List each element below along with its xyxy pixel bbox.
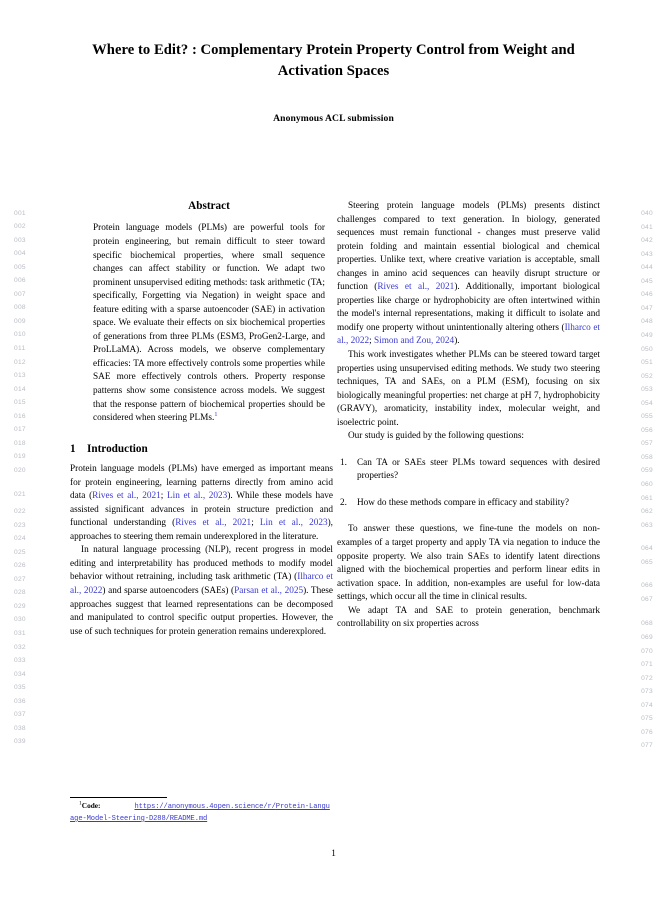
right-paragraph-3: To answer these questions, we fine-tune the models on non-examples of a target property and apply TA via negation to induce the opposite property. We also train SAEs to identify latent directions aligned with the biochemical properties and perform linear edits in activation space. In addition, non-examples are useful for low-data settings, which occur all the time in clinical results. (337, 524, 600, 603)
list-item-marker: 1. (340, 457, 347, 468)
line-number: 051 (641, 359, 653, 367)
line-number: 016 (14, 412, 26, 420)
footnote-block (70, 797, 333, 825)
line-number: 055 (641, 413, 653, 421)
line-number: 023 (14, 521, 26, 529)
line-number: 039 (14, 738, 26, 746)
line-number: 043 (641, 250, 653, 258)
citation-link[interactable]: Rives et al., 2021 (92, 491, 161, 502)
questions-lead-in: Our study is guided by the following questions: (348, 431, 524, 442)
line-number: 032 (14, 643, 26, 651)
line-number: 075 (641, 715, 653, 723)
line-number: 069 (641, 633, 653, 641)
line-number: 065 (641, 558, 653, 566)
line-number: 072 (641, 674, 653, 682)
line-number: 004 (14, 250, 26, 258)
line-number: 053 (641, 386, 653, 394)
line-number: 076 (641, 728, 653, 736)
line-number: 037 (14, 711, 26, 719)
abstract-section (70, 200, 333, 426)
research-questions-list (337, 457, 600, 511)
line-number: 056 (641, 426, 653, 434)
line-number: 015 (14, 399, 26, 407)
line-number: 011 (14, 344, 26, 352)
code-url-line-2: Protein-Language-Model-Steering-D288/README.md (70, 803, 330, 823)
line-number: 042 (641, 237, 653, 245)
line-number: 013 (14, 372, 26, 380)
citation-link[interactable]: Ilharco et al., 2022 (70, 572, 333, 596)
authors-line: Anonymous ACL submission (273, 113, 394, 124)
line-number: 074 (641, 701, 653, 709)
line-number: 017 (14, 426, 26, 434)
line-number: 060 (641, 481, 653, 488)
line-number: 070 (641, 647, 653, 655)
page-number: 1 (331, 848, 336, 858)
line-number: 044 (641, 264, 653, 272)
right-paragraph-1: Steering protein language models (PLMs) presents distinct challenges compared to text generation. In biology, generated sequences must remain functional - changes must preserve valid protein folding and maintain essential biological and chemical properties. Unlike text, where creative variation is acceptable, small changes in amino acid sequences can heavily disrupt structure or function (Rives et al., 2021). Additionally, important biological properties like charge or hydrophobicity are often intertwined within the model's internal representations, making it difficult to isolate and modify one property without unintentionally altering others (Ilharco et al., 2022; Simon and Zou, 2024). (337, 201, 601, 347)
intro-paragraph-2: In natural language processing (NLP), recent progress in model editing and interpretability has produced methods to modify model behavior without retraining, including task arithmetic (TA) (Ilharco et al., 2022) and sparse autoencoders (SAEs) (Parsan et al., 2025). These approaches suggest that learned representations can be decomposed and manipulated to control specific output properties. However, the use of such techniques for protein generation remains underexplored. (70, 545, 334, 637)
line-number: 034 (14, 670, 26, 678)
line-number: 049 (641, 331, 653, 339)
line-number: 005 (14, 263, 26, 271)
abstract-body (93, 222, 325, 425)
introduction-heading (70, 443, 333, 456)
line-number: 038 (14, 724, 26, 732)
citation-link[interactable]: Simon and Zou, 2024 (374, 336, 455, 347)
citation-link[interactable]: Ilharco et al., 2022 (337, 322, 600, 347)
list-item-text: Can TA or SAEs steer PLMs toward sequences with desired properties? (357, 457, 600, 482)
introduction-number: 1 (70, 442, 76, 455)
line-number: 028 (14, 589, 26, 597)
list-item (340, 457, 600, 484)
citation-link[interactable]: Rives et al., 2021 (175, 518, 252, 529)
line-number: 066 (641, 582, 653, 590)
line-number: 018 (14, 439, 26, 447)
line-numbers-left (14, 0, 54, 899)
introduction-heading-label: Introduction (87, 442, 148, 455)
line-number: 020 (14, 466, 26, 474)
line-number: 047 (641, 304, 653, 312)
line-number: 054 (641, 399, 653, 407)
line-number: 030 (14, 616, 26, 624)
line-number: 033 (14, 657, 26, 665)
page-title: Where to Edit? : Complementary Protein Property Control from Weight and Activation Spaces (92, 42, 575, 79)
list-item (340, 497, 600, 511)
line-number: 019 (14, 453, 26, 461)
citation-link[interactable]: Parsan et al., 2025 (234, 586, 304, 596)
line-number: 006 (14, 277, 26, 285)
line-number: 010 (14, 331, 26, 339)
line-number: 021 (14, 491, 26, 499)
line-number: 001 (14, 210, 26, 217)
footnote-rule (70, 797, 167, 798)
line-number: 048 (641, 318, 653, 326)
citation-link[interactable]: Lin et al., 2023 (166, 491, 228, 502)
line-number: 029 (14, 602, 26, 610)
line-number: 026 (14, 562, 26, 570)
abstract-footnote-marker: 1 (214, 411, 218, 419)
citation-link[interactable]: Lin et al., 2023 (259, 518, 328, 529)
line-number: 022 (14, 508, 26, 515)
line-numbers-right (613, 0, 653, 899)
line-number: 064 (641, 545, 653, 553)
line-number: 063 (641, 521, 653, 529)
intro-paragraph-1: Protein language models (PLMs) have emerged as important means for protein engineering, learning patterns directly from amino acid data (Rives et al., 2021; Lin et al., 2023). While these models have assisted significant advances in protein structure prediction and functional understanding (Rives et al., 2021; Lin et al., 2023), approaches to steering them remain underexplored in the literature. (70, 464, 334, 542)
line-number: 045 (641, 277, 653, 285)
line-number: 009 (14, 317, 26, 325)
abstract-heading: Abstract (188, 200, 230, 212)
line-number: 050 (641, 345, 653, 353)
abstract-text: Protein language models (PLMs) are powerful tools for protein engineering, but remain difficult to steer toward specific biochemical properties, where small sequence changes can affect stability or function. We adapt two prominent unsupervised editing methods: task arithmetic (TA; specifically, Forgetting via Negation) in weight space and feature editing with a sparse autoencoder (SAE) in activation space. We evaluate their effects on six biochemical properties of generations from three PLMs (ESM3, ProGen2-Large, and ProLLaMA). Across models, we observe complementary efficacies: TA more effectively controls some properties while SAE more effectively controls others. Property response patterns show some consistence across models. We suggest that the response pattern of biochemical properties should be considered when steering PLMs. (93, 223, 325, 424)
right-column (337, 200, 600, 632)
line-number: 071 (641, 661, 653, 669)
line-number: 024 (14, 535, 26, 543)
right-paragraph-4: We adapt TA and SAE to protein generation, benchmark controllability on six properties across (337, 605, 600, 630)
code-url-line-1: https://anonymous.4open.science/r/ (134, 803, 276, 811)
line-number: 061 (641, 494, 653, 502)
line-number: 068 (641, 620, 653, 628)
line-number: 002 (14, 223, 26, 230)
code-repository-link[interactable] (70, 800, 330, 823)
line-number: 025 (14, 548, 26, 556)
list-item-text: How do these methods compare in efficacy and stability? (357, 497, 570, 508)
list-item-marker: 2. (340, 497, 347, 508)
line-number: 040 (641, 210, 653, 217)
line-number: 077 (641, 742, 653, 750)
line-number: 036 (14, 697, 26, 705)
citation-link[interactable]: Rives et al., 2021 (377, 282, 455, 293)
line-number: 052 (641, 372, 653, 380)
line-number: 046 (641, 291, 653, 299)
title-block (63, 40, 604, 81)
footnote-label: Code: (81, 801, 101, 810)
line-number: 073 (641, 688, 653, 696)
footnote-marker: 1 (79, 800, 82, 807)
line-number: 057 (641, 440, 653, 448)
left-column (70, 200, 333, 639)
line-number: 012 (14, 358, 26, 366)
line-number: 035 (14, 684, 26, 692)
line-number: 008 (14, 304, 26, 312)
line-number: 059 (641, 467, 653, 475)
line-number: 014 (14, 385, 26, 393)
footnote-text (70, 801, 333, 825)
line-number: 058 (641, 453, 653, 461)
spacer (70, 426, 333, 443)
line-number: 007 (14, 290, 26, 298)
line-number: 067 (641, 595, 653, 603)
line-number: 062 (641, 508, 653, 516)
right-paragraph-2: This work investigates whether PLMs can be steered toward target properties using unsupervised editing methods. We study two steering techniques, TA and SAEs, on a PLM (ESM), focusing on six biologically meaningful properties: net charge at pH 7, hydrophobicity (GRAVY), aromaticity, instability index, molecular weight, and isoelectric point. (337, 350, 600, 428)
line-number: 003 (14, 236, 26, 244)
line-number: 031 (14, 629, 26, 637)
line-number: 027 (14, 575, 26, 583)
line-number: 041 (641, 223, 653, 231)
